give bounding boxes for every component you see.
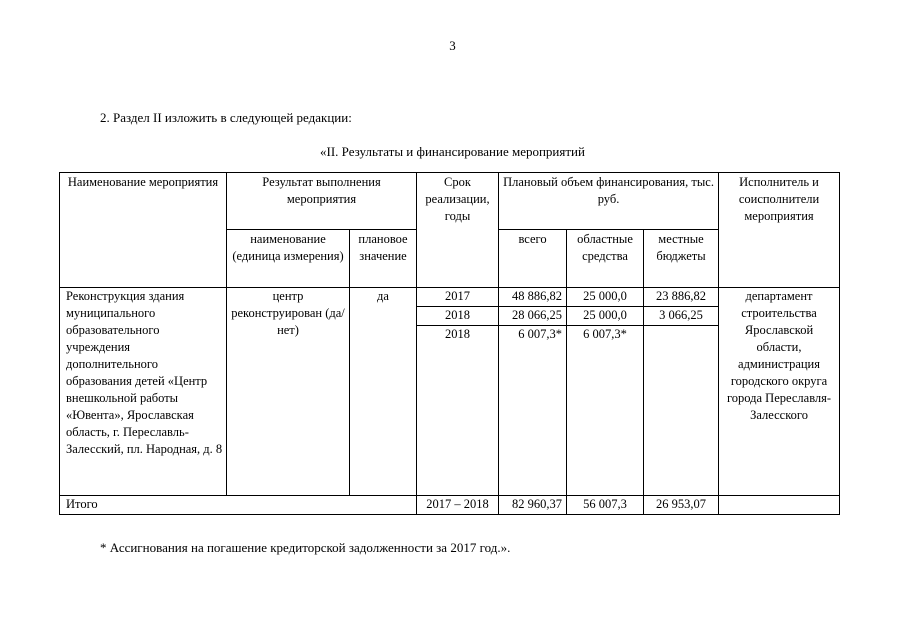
total-cell: 48 886,82 [499, 288, 567, 307]
year-cell: 2018 [417, 326, 499, 496]
year-cell: 2017 [417, 288, 499, 307]
totals-executor-empty [719, 496, 840, 515]
local-cell: 23 886,82 [644, 288, 719, 307]
header-planned-value: плановое значение [350, 230, 417, 288]
totals-regional: 56 007,3 [567, 496, 644, 515]
financing-table [59, 172, 840, 515]
totals-total: 82 960,37 [499, 496, 567, 515]
local-cell [644, 326, 719, 496]
totals-period: 2017 – 2018 [417, 496, 499, 515]
totals-local: 26 953,07 [644, 496, 719, 515]
regional-cell: 25 000,0 [567, 288, 644, 307]
event-name-cell: Реконструкция здания муниципального образовательного учреждения дополнительного образования детей «Центр внешкольной работы «Ювента», Ярославская область, г. Переславль-Залесский, пл. Народная, д. 8 [60, 288, 227, 496]
executor-cell: департамент строительства Ярославской области, администрация городского округа города Переславля-Залесского [719, 288, 840, 496]
header-term: Срок реализации, годы [417, 173, 499, 288]
page-number: 3 [449, 38, 456, 53]
intro-paragraph: 2. Раздел II изложить в следующей редакции: [100, 110, 352, 125]
total-cell: 6 007,3* [499, 326, 567, 496]
footnote: * Ассигнования на погашение кредиторской задолженности за 2017 год.». [100, 540, 511, 555]
totals-label: Итого [60, 496, 417, 515]
section-title: «II. Результаты и финансирование мероприятий [320, 144, 585, 159]
header-funding: Плановый объем финансирования, тыс. руб. [499, 173, 719, 230]
header-result-name: наименование (единица измерения) [227, 230, 350, 288]
header-event-name: Наименование мероприятия [60, 173, 227, 288]
planned-value-cell: да [350, 288, 417, 496]
header-executor: Исполнитель и соисполнители мероприятия [719, 173, 840, 288]
header-result: Результат выполнения мероприятия [227, 173, 417, 230]
total-cell: 28 066,25 [499, 307, 567, 326]
local-cell: 3 066,25 [644, 307, 719, 326]
header-regional: областные средства [567, 230, 644, 288]
header-local: местные бюджеты [644, 230, 719, 288]
year-cell: 2018 [417, 307, 499, 326]
header-total: всего [499, 230, 567, 288]
result-name-cell: центр реконструирован (да/нет) [227, 288, 350, 496]
regional-cell: 6 007,3* [567, 326, 644, 496]
regional-cell: 25 000,0 [567, 307, 644, 326]
